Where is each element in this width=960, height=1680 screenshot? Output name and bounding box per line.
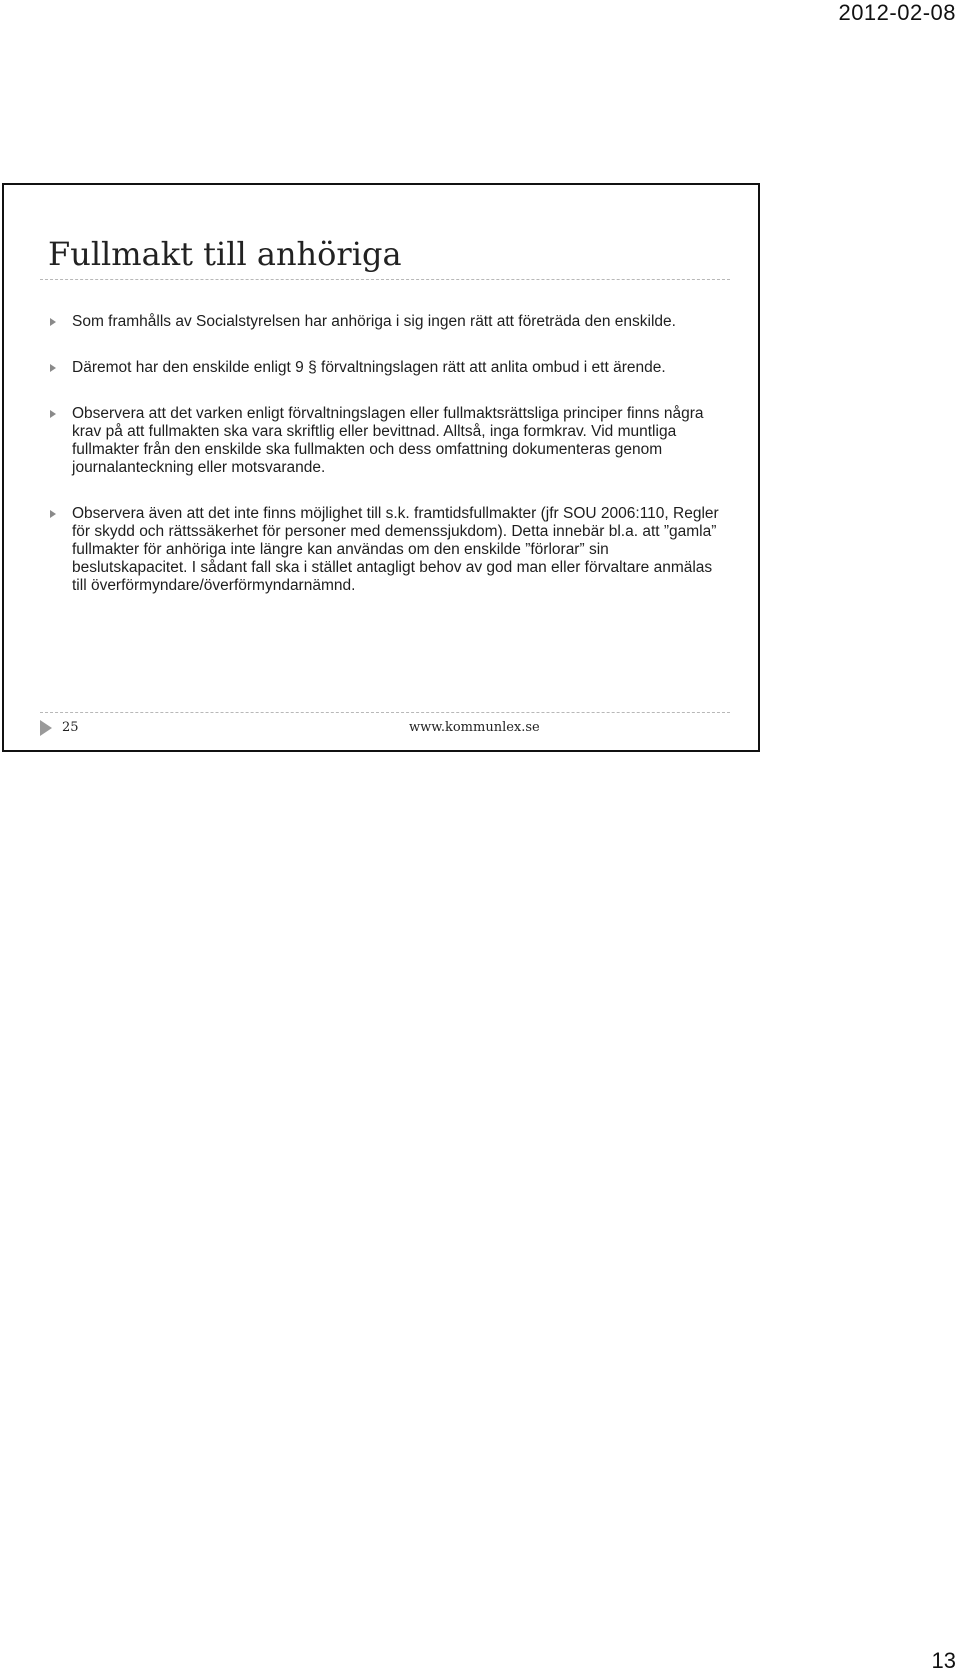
bullet-text: Som framhålls av Socialstyrelsen har anhöriga i sig ingen rätt att företräda den enskilde. (72, 313, 676, 330)
slide (2, 183, 760, 752)
bullet-text: Observera att det varken enligt förvaltningslagen eller fullmaktsrättsliga principer finns några krav på att fullmakten ska vara skriftlig eller bevittnad. Alltså, inga formkrav. Vid muntliga fullmakter från den enskilde ska fullmakten och dess omfattning dokumenteras genom journalanteckning eller motsvarande. (72, 405, 704, 476)
bullet-item (48, 313, 728, 331)
triangle-bullet-icon (50, 510, 56, 518)
footer-url: www.kommunlex.se (409, 720, 540, 735)
page-date: 2012-02-08 (838, 0, 956, 25)
page-number: 13 (931, 1648, 956, 1673)
slide-number: 25 (62, 720, 79, 735)
bullet-item (48, 359, 728, 377)
footer-arrow-icon (40, 720, 52, 736)
title-divider (40, 279, 730, 280)
bullet-list (48, 313, 728, 623)
footer-divider (40, 712, 730, 713)
bullet-item (48, 405, 728, 477)
bullet-text: Däremot har den enskilde enligt 9 § förvaltningslagen rätt att anlita ombud i ett ärende. (72, 359, 666, 376)
bullet-item (48, 505, 728, 595)
triangle-bullet-icon (50, 364, 56, 372)
bullet-text: Observera även att det inte finns möjlighet till s.k. framtidsfullmakter (jfr SOU 2006:110, Regler för skydd och rättssäkerhet för personer med demenssjukdom). Detta innebär bl.a. att ”gamla” fullmakter för anhöriga inte längre kan användas om den enskilde ”förlorar” sin beslutskapacitet. I sådant fall ska i stället antagligt behov av god man eller förvaltare anmälas till överförmyndare/överförmyndarnämnd. (72, 505, 719, 594)
slide-title: Fullmakt till anhöriga (48, 235, 402, 273)
triangle-bullet-icon (50, 410, 56, 418)
triangle-bullet-icon (50, 318, 56, 326)
